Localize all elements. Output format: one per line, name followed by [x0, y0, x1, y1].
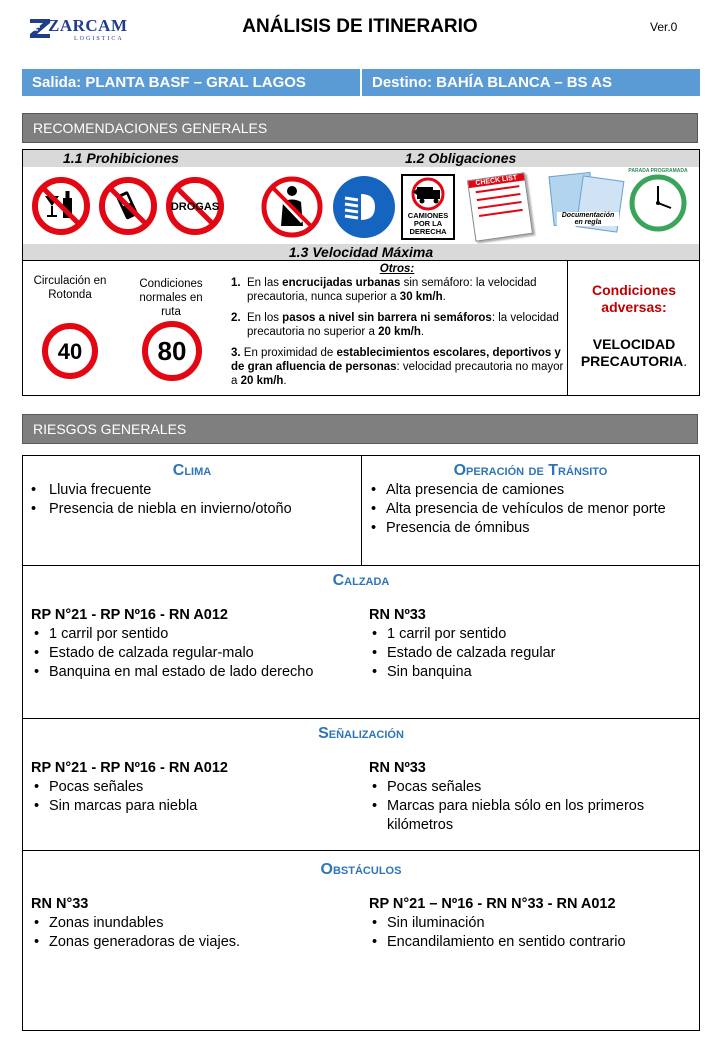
calzada-right-road: RN Nº33: [369, 607, 426, 623]
obstaculos-title: Obstáculos: [320, 861, 402, 878]
senalizacion-title: Señalización: [318, 725, 404, 742]
speed-limit-40-icon: [41, 322, 99, 380]
calzada-title: Calzada: [332, 572, 390, 589]
list-item: • Zonas generadoras de viajes.: [31, 933, 361, 952]
headlights-icon: [331, 174, 397, 240]
clock-icon: [625, 174, 691, 232]
list-item: • Sin iluminación: [369, 914, 693, 933]
clima-list: [23, 481, 361, 519]
rule-1-number: 1.: [231, 277, 241, 289]
rule-3-emph: establecimientos escolares, deportivos y de gran afluencia de personas: [231, 347, 561, 373]
normal-conditions-label: Condiciones normales en ruta: [139, 278, 203, 318]
senalizacion-left-road: RP N°21 - RP Nº16 - RN A012: [31, 760, 228, 776]
seatbelt-icon: [261, 176, 323, 238]
clock-label: PARADA PROGRAMADA: [628, 168, 688, 174]
route-destination: Destino: BAHÍA BLANCA – BS AS: [372, 74, 613, 91]
list-item: • Marcas para niebla sólo en los primeros kilómetros: [369, 797, 689, 835]
recommendations-header: RECOMENDACIONES GENERALES: [22, 113, 698, 143]
clima-title: Clima: [172, 462, 212, 479]
risks-table: [22, 455, 700, 1031]
documents-label: Documentación en regla: [557, 212, 619, 226]
adverse-title: Condiciones adversas:: [591, 282, 676, 315]
senalizacion-right-road: RN Nº33: [369, 760, 426, 776]
speed-title: 1.3 Velocidad Máxima: [288, 244, 434, 260]
checklist-icon: [463, 172, 535, 238]
recommendations-box: [22, 149, 700, 396]
documents-icon: [549, 172, 625, 238]
rule-3-text-c: : velocidad precautoria no mayor a: [231, 361, 564, 387]
rule-3-end: .: [283, 375, 287, 387]
rule-2-emph: pasos a nivel sin barrera ni semáforos: [282, 312, 492, 324]
obstaculos-left-road: RN N°33: [31, 896, 89, 912]
rule-2-text-c: : la velocidad precautoria no superior a: [247, 312, 559, 338]
list-item: • Alta presencia de vehículos de menor porte: [368, 500, 689, 519]
rule-3: [229, 346, 565, 388]
rule-2-speed: 20 km/h: [378, 326, 421, 338]
prohibitions-title: 1.1 Prohibiciones: [63, 150, 179, 166]
list-item: • Estado de calzada regular-malo: [31, 644, 361, 663]
rule-1-speed: 30 km/h: [399, 291, 443, 303]
rule-3-number: 3.: [231, 347, 241, 359]
obligations-title: 1.2 Obligaciones: [405, 150, 517, 166]
list-item: • Estado de calzada regular: [369, 644, 689, 663]
transito-cell: [362, 456, 699, 565]
clima-cell: [23, 456, 362, 565]
calzada-right-list: [369, 625, 689, 682]
logo-subtitle: LOGISTICA: [74, 36, 124, 42]
list-item: • Banquina en mal estado de lado derecho: [31, 663, 361, 682]
speed-limit-80-icon: [141, 320, 203, 382]
no-phone-icon: [98, 176, 158, 236]
rule-1: [229, 276, 565, 304]
adverse-text: VELOCIDAD PRECAUTORIA: [580, 336, 684, 369]
adverse-dot: .: [683, 353, 688, 369]
rule-1-end: .: [442, 291, 446, 303]
speed-40-text: 40: [57, 339, 83, 364]
obstaculos-right-road: RP N°21 – Nº16 - RN N°33 - RN A012: [369, 896, 616, 912]
transito-title: Operación de Tránsito: [453, 462, 608, 479]
risks-header: RIESGOS GENERALES: [22, 414, 698, 444]
calzada-left-road: RP N°21 - RP Nº16 - RN A012: [31, 607, 228, 623]
list-item: • Pocas señales: [31, 778, 361, 797]
list-item: • Presencia de ómnibus: [368, 519, 689, 538]
page-title: ANÁLISIS DE ITINERARIO: [242, 16, 478, 37]
trucks-sign-text: CAMIONES POR LA DERECHA: [407, 211, 449, 236]
list-item: • Sin banquina: [369, 663, 689, 682]
checklist-label: CHECK LIST: [468, 173, 524, 188]
rule-2: [229, 311, 565, 339]
route-bar: [22, 69, 700, 96]
no-alcohol-icon: [31, 176, 91, 236]
list-item: • Encandilamiento en sentido contrario: [369, 933, 693, 952]
adverse-text-block: [569, 336, 699, 370]
rule-2-end: .: [420, 326, 425, 338]
rule-1-text-a: En las: [247, 277, 283, 289]
others-title: Otros:: [379, 263, 415, 275]
scheduled-stop-icon: [625, 168, 691, 240]
list-item: • Zonas inundables: [31, 914, 361, 933]
drugs-sign-label: DROGAS: [170, 201, 220, 213]
rule-3-text-a: En proximidad de: [240, 347, 337, 359]
calzada-cell: [23, 566, 699, 718]
transito-list: [368, 481, 689, 538]
list-item: • Alta presencia de camiones: [368, 481, 689, 500]
senalizacion-left-list: [31, 778, 361, 816]
speed-80-text: 80: [157, 336, 187, 366]
senalizacion-cell: [23, 719, 699, 850]
obstaculos-left-list: [31, 914, 361, 952]
list-item: • Presencia de niebla en invierno/otoño: [23, 500, 361, 519]
obstaculos-right-list: [369, 914, 693, 952]
version-label: Ver.0: [650, 20, 678, 34]
list-item: • 1 carril por sentido: [31, 625, 361, 644]
obstaculos-cell: [23, 851, 699, 1030]
calzada-left-list: [31, 625, 361, 682]
list-item: • 1 carril por sentido: [369, 625, 689, 644]
senalizacion-right-list: [369, 778, 689, 835]
rule-2-text-a: En los: [247, 312, 283, 324]
list-item: • Sin marcas para niebla: [31, 797, 361, 816]
others-block: [229, 262, 565, 388]
rule-2-number: 2.: [231, 312, 241, 324]
logo-name: ZARCAM: [48, 16, 128, 35]
list-item: • Lluvia frecuente: [23, 481, 361, 500]
rule-1-emph: encrucijadas urbanas: [282, 277, 401, 289]
rule-1-text-c: sin semáforo: la velocidad precautoria, nunca superior a: [247, 277, 537, 303]
trucks-right-sign: [401, 174, 455, 240]
truck-icon: [403, 176, 453, 212]
route-origin: Salida: PLANTA BASF – GRAL LAGOS: [32, 74, 306, 91]
no-drugs-icon: [165, 176, 225, 236]
roundabout-label: Circulación en Rotonda: [33, 275, 107, 301]
rule-3-speed: 20 km/h: [240, 375, 284, 387]
list-item: • Pocas señales: [369, 778, 689, 797]
